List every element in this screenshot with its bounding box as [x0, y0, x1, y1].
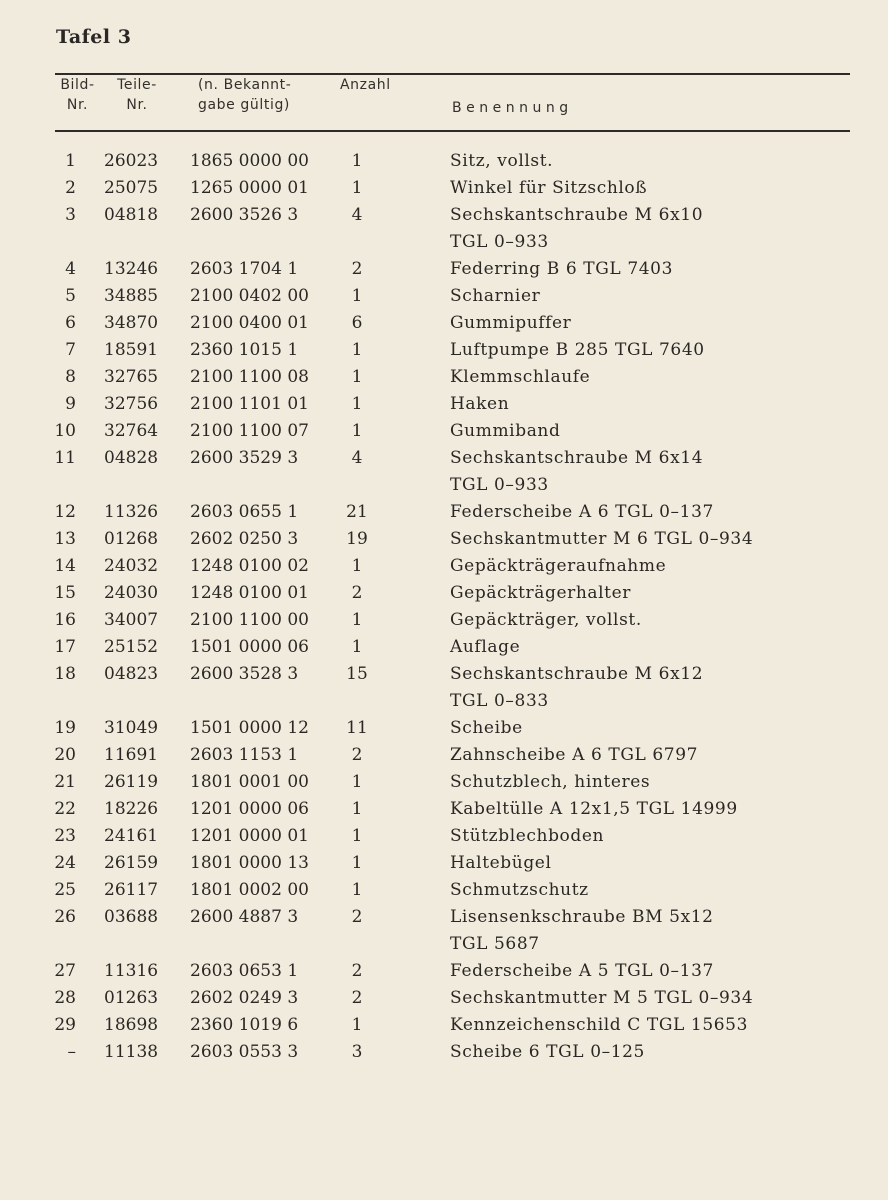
anzahl-cell: 1 [351, 286, 363, 306]
benennung-cell: Auflage [450, 637, 521, 657]
teile-nr-cell: 32756 [104, 394, 159, 414]
benennung-cell: TGL 0–933 [450, 232, 549, 252]
teile-nr-cell: 26023 [104, 151, 159, 171]
teile-nr-cell: 34885 [104, 286, 159, 306]
anzahl-cell: 1 [351, 394, 363, 414]
bekanntgabe-nr-cell: 2100 0400 01 [190, 313, 309, 333]
bekanntgabe-nr-cell: 2603 1704 1 [190, 259, 299, 279]
teile-nr-cell: 34007 [104, 610, 159, 630]
bild-nr-cell: 26 [54, 907, 76, 927]
anzahl-cell: 1 [351, 178, 363, 198]
header-benennung-label: Benennung [452, 100, 573, 116]
anzahl-cell: 15 [346, 664, 368, 684]
benennung-cell: Scheibe 6 TGL 0–125 [450, 1042, 645, 1062]
header-bild-line2: Nr. [66, 97, 89, 113]
bild-nr-cell: 9 [65, 394, 76, 414]
benennung-cell: Scharnier [450, 286, 541, 306]
table-row [0, 580, 888, 607]
teile-nr-cell: 01268 [104, 529, 159, 549]
benennung-cell: Sechskantmutter M 5 TGL 0–934 [450, 988, 754, 1008]
benennung-cell: Haken [450, 394, 510, 414]
bild-nr-cell: 20 [54, 745, 76, 765]
bekanntgabe-nr-cell: 2602 0249 3 [190, 988, 299, 1008]
bekanntgabe-nr-cell: 2360 1015 1 [190, 340, 299, 360]
header-bild [55, 75, 100, 115]
teile-nr-cell: 11691 [104, 745, 159, 765]
benennung-cell: Scheibe [450, 718, 523, 738]
bild-nr-cell: 15 [54, 583, 76, 603]
table-row [0, 553, 888, 580]
teile-nr-cell: 11326 [104, 502, 159, 522]
bild-nr-cell: 10 [54, 421, 76, 441]
bild-nr-cell: 17 [54, 637, 76, 657]
anzahl-cell: 1 [351, 340, 363, 360]
anzahl-cell: 1 [351, 799, 363, 819]
bekanntgabe-nr-cell: 1248 0100 01 [190, 583, 309, 603]
teile-nr-cell: 31049 [104, 718, 159, 738]
teile-nr-cell: 18698 [104, 1015, 159, 1035]
benennung-cell: Schmutzschutz [450, 880, 589, 900]
page-title: Tafel 3 [56, 26, 132, 48]
table-row [0, 1039, 888, 1066]
benennung-cell: Gepäckträger, vollst. [450, 610, 642, 630]
teile-nr-cell: 13246 [104, 259, 159, 279]
table-row [0, 148, 888, 175]
anzahl-cell: 2 [351, 961, 363, 981]
teile-nr-cell: 34870 [104, 313, 159, 333]
bild-nr-cell: 11 [54, 448, 76, 468]
benennung-cell: TGL 0–833 [450, 691, 549, 711]
table-row [0, 796, 888, 823]
bekanntgabe-nr-cell: 2600 3526 3 [190, 205, 299, 225]
bild-nr-cell: 23 [54, 826, 76, 846]
anzahl-cell: 1 [351, 637, 363, 657]
benennung-cell: Stützblechboden [450, 826, 605, 846]
header-bekanntgabe-line1: (n. Bekannt- [198, 77, 292, 93]
bekanntgabe-nr-cell: 1801 0001 00 [190, 772, 309, 792]
header-anzahl [340, 75, 391, 95]
teile-nr-cell: 32765 [104, 367, 159, 387]
anzahl-cell: 2 [351, 583, 363, 603]
bild-nr-cell: 29 [54, 1015, 76, 1035]
anzahl-cell: 21 [346, 502, 368, 522]
table-row [0, 499, 888, 526]
benennung-cell: TGL 5687 [450, 934, 540, 954]
bekanntgabe-nr-cell: 1201 0000 06 [190, 799, 309, 819]
teile-nr-cell: 24161 [104, 826, 159, 846]
bild-nr-cell: 5 [65, 286, 76, 306]
bekanntgabe-nr-cell: 1248 0100 02 [190, 556, 309, 576]
bekanntgabe-nr-cell: 1801 0000 13 [190, 853, 309, 873]
bekanntgabe-nr-cell: 2600 3528 3 [190, 664, 299, 684]
anzahl-cell: 1 [351, 421, 363, 441]
benennung-cell: Kennzeichenschild C TGL 15653 [450, 1015, 748, 1035]
header-top-rule [55, 73, 850, 75]
table-row-continuation [0, 229, 888, 256]
bekanntgabe-nr-cell: 1801 0002 00 [190, 880, 309, 900]
table-row [0, 391, 888, 418]
table-row-continuation [0, 931, 888, 958]
bild-nr-cell: – [67, 1042, 76, 1062]
teile-nr-cell: 25152 [104, 637, 159, 657]
table-row [0, 634, 888, 661]
table-row [0, 850, 888, 877]
bekanntgabe-nr-cell: 2100 1100 00 [190, 610, 309, 630]
bild-nr-cell: 3 [65, 205, 76, 225]
benennung-cell: Zahnscheibe A 6 TGL 6797 [450, 745, 699, 765]
bekanntgabe-nr-cell: 2100 1101 01 [190, 394, 309, 414]
teile-nr-cell: 11316 [104, 961, 159, 981]
bild-nr-cell: 25 [54, 880, 76, 900]
header-bild-line1: Bild- [60, 77, 95, 93]
anzahl-cell: 4 [351, 205, 363, 225]
table-row-continuation [0, 688, 888, 715]
bild-nr-cell: 19 [54, 718, 76, 738]
bild-nr-cell: 14 [54, 556, 76, 576]
table-row [0, 337, 888, 364]
bekanntgabe-nr-cell: 1501 0000 12 [190, 718, 309, 738]
benennung-cell: Klemmschlaufe [450, 367, 591, 387]
header-bottom-rule [55, 130, 850, 132]
bild-nr-cell: 4 [65, 259, 76, 279]
benennung-cell: Federscheibe A 5 TGL 0–137 [450, 961, 714, 981]
bild-nr-cell: 18 [54, 664, 76, 684]
table-row [0, 526, 888, 553]
bild-nr-cell: 24 [54, 853, 76, 873]
anzahl-cell: 4 [351, 448, 363, 468]
table-row [0, 175, 888, 202]
anzahl-cell: 19 [346, 529, 368, 549]
benennung-cell: Kabeltülle A 12x1,5 TGL 14999 [450, 799, 738, 819]
benennung-cell: Schutzblech, hinteres [450, 772, 651, 792]
benennung-cell: Gepäckträgeraufnahme [450, 556, 667, 576]
header-teile-line1: Teile- [117, 77, 157, 93]
teile-nr-cell: 25075 [104, 178, 159, 198]
bild-nr-cell: 6 [65, 313, 76, 333]
benennung-cell: Federscheibe A 6 TGL 0–137 [450, 502, 714, 522]
anzahl-cell: 1 [351, 556, 363, 576]
benennung-cell: Federring B 6 TGL 7403 [450, 259, 673, 279]
benennung-cell: Sechskantschraube M 6x10 [450, 205, 704, 225]
bild-nr-cell: 1 [65, 151, 76, 171]
table-row [0, 823, 888, 850]
table-row [0, 418, 888, 445]
teile-nr-cell: 26119 [104, 772, 159, 792]
benennung-cell: Lisensenkschraube BM 5x12 [450, 907, 714, 927]
bekanntgabe-nr-cell: 1501 0000 06 [190, 637, 309, 657]
header-anzahl-label: Anzahl [340, 77, 391, 93]
bild-nr-cell: 22 [54, 799, 76, 819]
header-bekanntgabe-line2: gabe gültig) [198, 97, 290, 113]
table-row [0, 310, 888, 337]
bekanntgabe-nr-cell: 2600 3529 3 [190, 448, 299, 468]
anzahl-cell: 1 [351, 1015, 363, 1035]
benennung-cell: Gummiband [450, 421, 561, 441]
benennung-cell: Gepäckträgerhalter [450, 583, 631, 603]
teile-nr-cell: 18591 [104, 340, 159, 360]
benennung-cell: Sitz, vollst. [450, 151, 554, 171]
teile-nr-cell: 26159 [104, 853, 159, 873]
benennung-cell: Gummipuffer [450, 313, 572, 333]
benennung-cell: TGL 0–933 [450, 475, 549, 495]
benennung-cell: Luftpumpe B 285 TGL 7640 [450, 340, 705, 360]
bekanntgabe-nr-cell: 1265 0000 01 [190, 178, 309, 198]
bild-nr-cell: 12 [54, 502, 76, 522]
anzahl-cell: 2 [351, 988, 363, 1008]
anzahl-cell: 1 [351, 610, 363, 630]
table-row [0, 715, 888, 742]
benennung-cell: Sechskantmutter M 6 TGL 0–934 [450, 529, 754, 549]
table-row [0, 904, 888, 931]
bekanntgabe-nr-cell: 2600 4887 3 [190, 907, 299, 927]
bild-nr-cell: 8 [65, 367, 76, 387]
header-bekanntgabe [198, 75, 291, 115]
teile-nr-cell: 11138 [104, 1042, 159, 1062]
teile-nr-cell: 18226 [104, 799, 159, 819]
table-row [0, 661, 888, 688]
table-row-continuation [0, 472, 888, 499]
bekanntgabe-nr-cell: 2603 0655 1 [190, 502, 299, 522]
teile-nr-cell: 04828 [104, 448, 159, 468]
table-row [0, 202, 888, 229]
anzahl-cell: 3 [351, 1042, 363, 1062]
anzahl-cell: 1 [351, 880, 363, 900]
bekanntgabe-nr-cell: 2603 0553 3 [190, 1042, 299, 1062]
anzahl-cell: 1 [351, 826, 363, 846]
table-row [0, 877, 888, 904]
bild-nr-cell: 16 [54, 610, 76, 630]
bekanntgabe-nr-cell: 1201 0000 01 [190, 826, 309, 846]
bekanntgabe-nr-cell: 2360 1019 6 [190, 1015, 299, 1035]
header-benennung [452, 98, 573, 118]
table-row [0, 283, 888, 310]
anzahl-cell: 2 [351, 259, 363, 279]
bild-nr-cell: 7 [65, 340, 76, 360]
teile-nr-cell: 26117 [104, 880, 159, 900]
anzahl-cell: 6 [351, 313, 363, 333]
teile-nr-cell: 03688 [104, 907, 159, 927]
bekanntgabe-nr-cell: 2602 0250 3 [190, 529, 299, 549]
benennung-cell: Winkel für Sitzschloß [450, 178, 648, 198]
teile-nr-cell: 04818 [104, 205, 159, 225]
table-row [0, 985, 888, 1012]
anzahl-cell: 11 [346, 718, 368, 738]
anzahl-cell: 1 [351, 772, 363, 792]
anzahl-cell: 1 [351, 151, 363, 171]
benennung-cell: Haltebügel [450, 853, 552, 873]
anzahl-cell: 1 [351, 367, 363, 387]
bekanntgabe-nr-cell: 1865 0000 00 [190, 151, 309, 171]
teile-nr-cell: 32764 [104, 421, 159, 441]
teile-nr-cell: 01263 [104, 988, 159, 1008]
bekanntgabe-nr-cell: 2603 1153 1 [190, 745, 299, 765]
bekanntgabe-nr-cell: 2100 1100 07 [190, 421, 309, 441]
teile-nr-cell: 04823 [104, 664, 159, 684]
table-row [0, 1012, 888, 1039]
table-row [0, 256, 888, 283]
bekanntgabe-nr-cell: 2100 0402 00 [190, 286, 309, 306]
anzahl-cell: 2 [351, 745, 363, 765]
bekanntgabe-nr-cell: 2100 1100 08 [190, 367, 309, 387]
table-row [0, 958, 888, 985]
benennung-cell: Sechskantschraube M 6x14 [450, 448, 704, 468]
bild-nr-cell: 2 [65, 178, 76, 198]
header-teile [107, 75, 167, 115]
bekanntgabe-nr-cell: 2603 0653 1 [190, 961, 299, 981]
table-row [0, 364, 888, 391]
header-teile-line2: Nr. [126, 97, 148, 113]
teile-nr-cell: 24032 [104, 556, 159, 576]
table-row [0, 769, 888, 796]
teile-nr-cell: 24030 [104, 583, 159, 603]
table-row [0, 607, 888, 634]
bild-nr-cell: 21 [54, 772, 76, 792]
bild-nr-cell: 13 [54, 529, 76, 549]
table-row [0, 445, 888, 472]
bild-nr-cell: 27 [54, 961, 76, 981]
table-row [0, 742, 888, 769]
bild-nr-cell: 28 [54, 988, 76, 1008]
anzahl-cell: 2 [351, 907, 363, 927]
benennung-cell: Sechskantschraube M 6x12 [450, 664, 704, 684]
anzahl-cell: 1 [351, 853, 363, 873]
